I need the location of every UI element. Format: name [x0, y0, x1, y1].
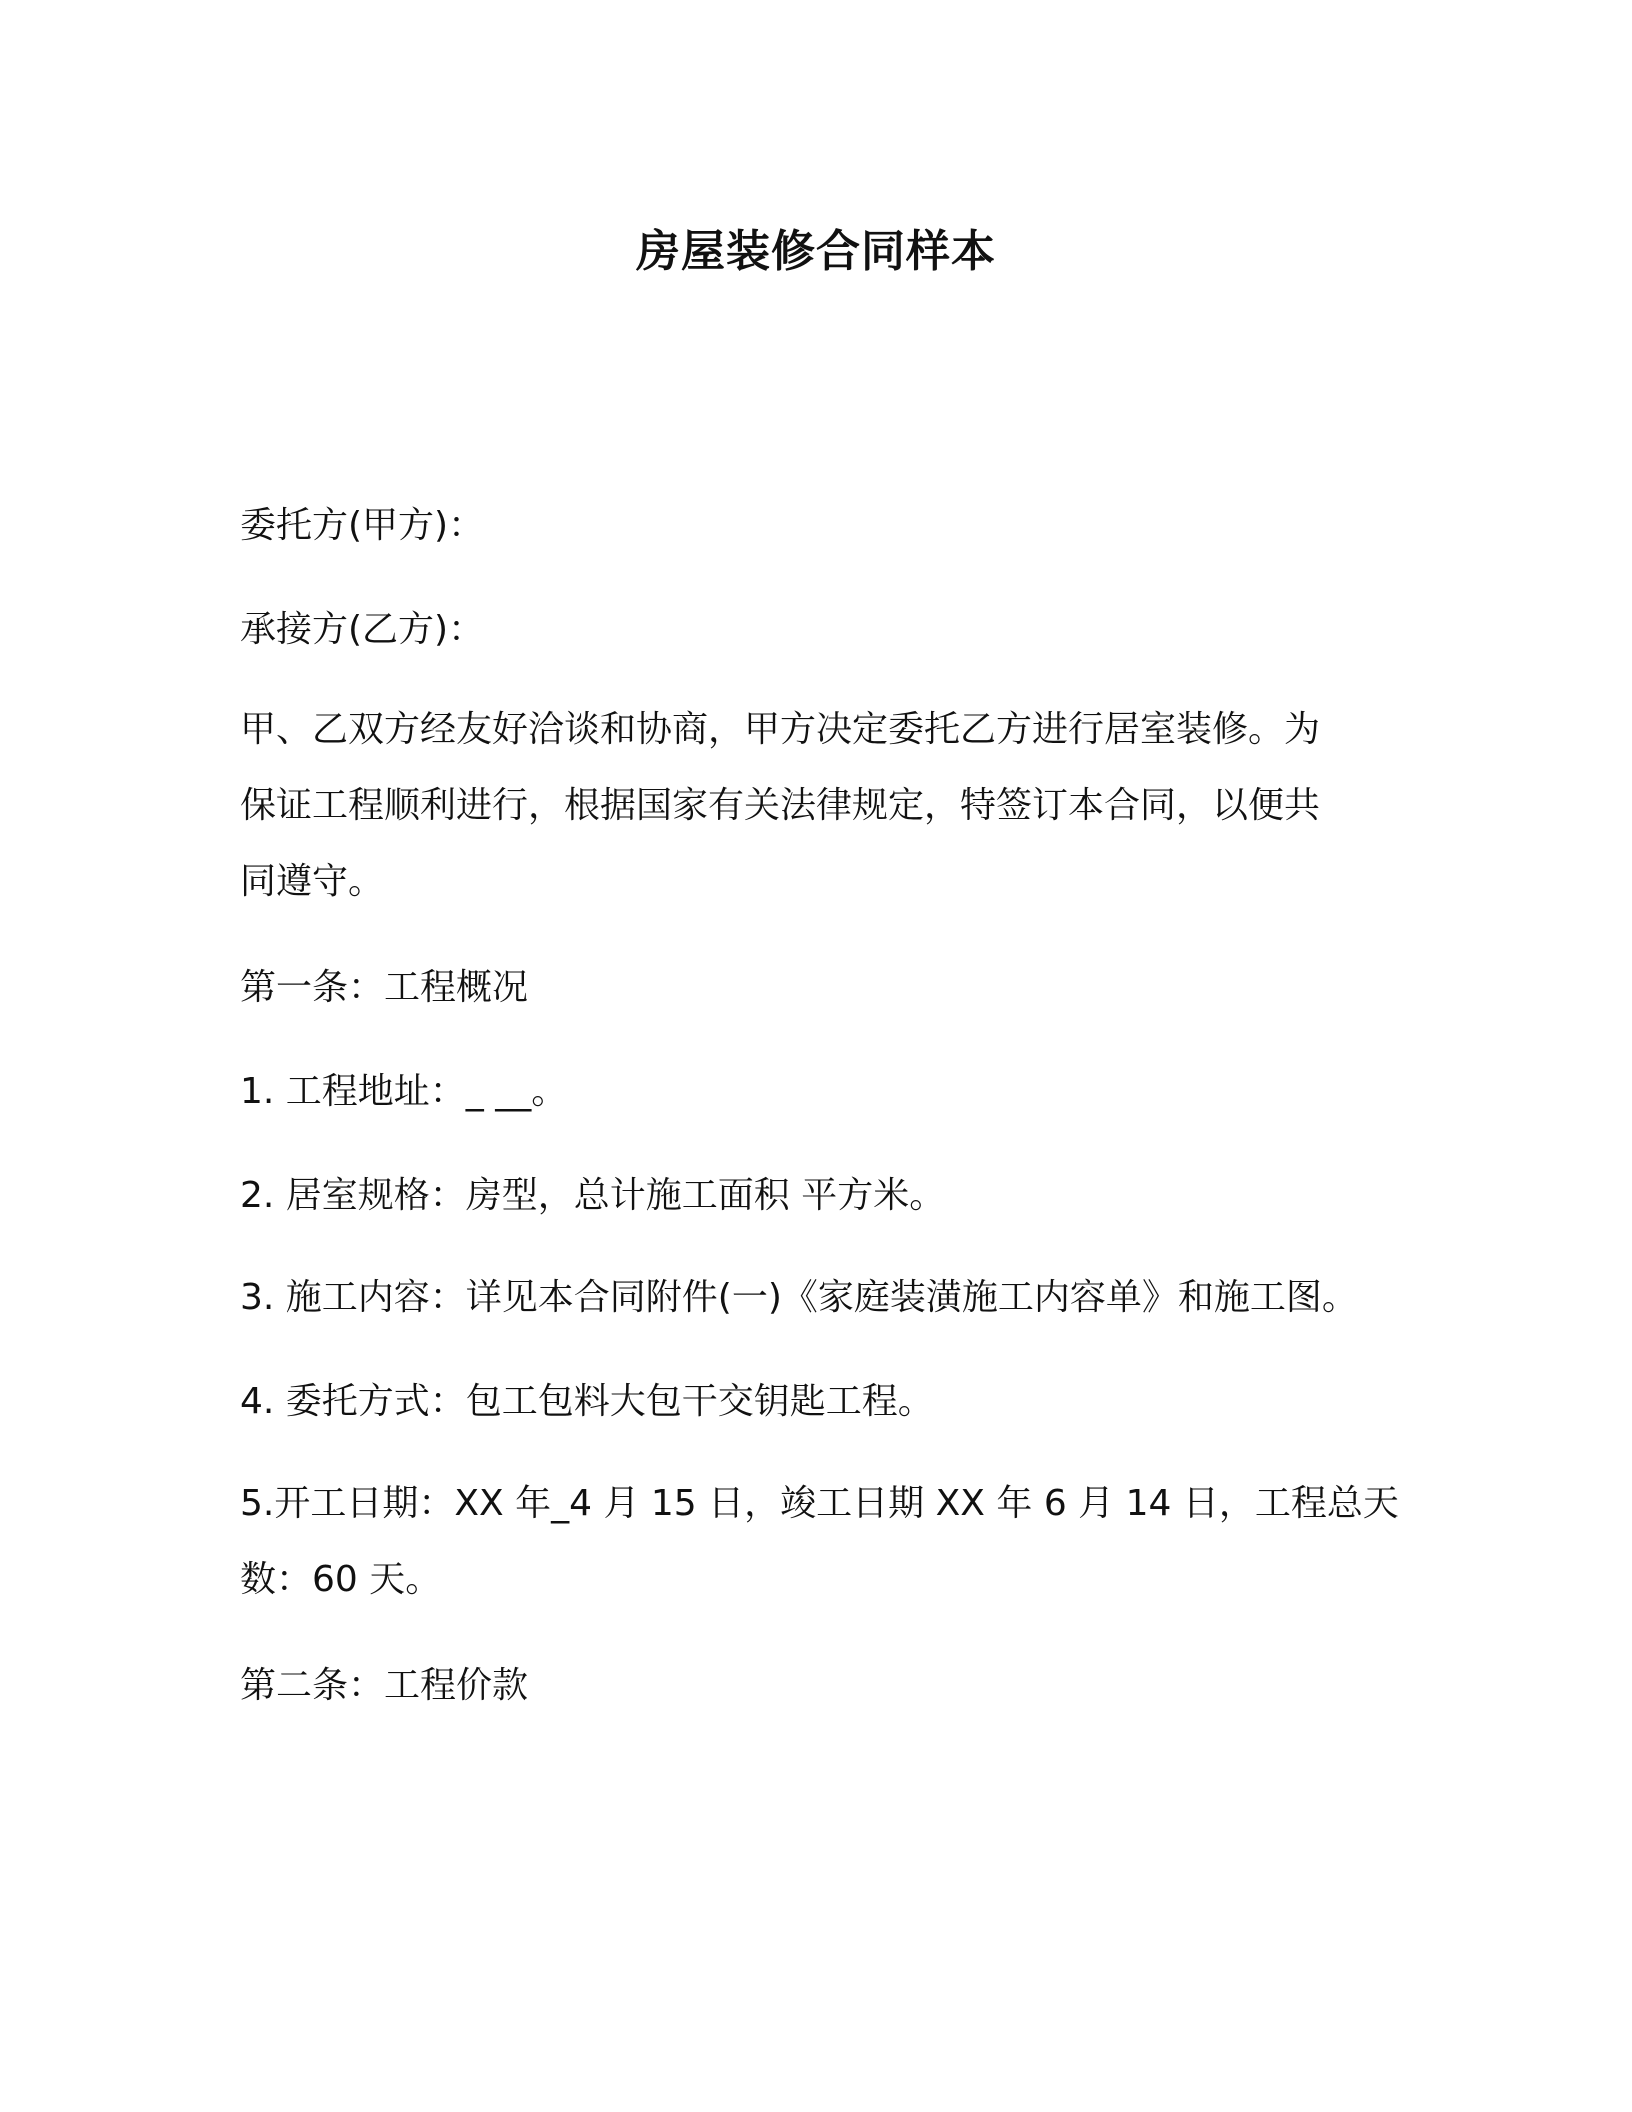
article-1-item-2: 2. 居室规格：房型，总计施工面积 平方米。 [240, 1175, 946, 1216]
article-1-item-5-line-2: 数：60 天。 [240, 1559, 442, 1600]
article-2-heading: 第二条：工程价款 [240, 1665, 529, 1706]
article-1-item-3: 3. 施工内容：详见本合同附件(一)《家庭装潢施工内容单》和施工图。 [240, 1277, 1358, 1318]
party-b-label: 承接方(乙方)： [240, 609, 485, 650]
article-1-heading: 第一条：工程概况 [240, 967, 529, 1008]
article-1-item-1: 1. 工程地址：_ __。 [240, 1071, 568, 1112]
article-1-item-4: 4. 委托方式：包工包料大包干交钥匙工程。 [240, 1381, 934, 1422]
party-a-label: 委托方(甲方)： [240, 505, 485, 546]
intro-line-1: 甲、乙双方经友好洽谈和协商，甲方决定委托乙方进行居室装修。为 [240, 709, 1321, 750]
document-title: 房屋装修合同样本 [636, 226, 996, 277]
intro-line-2: 保证工程顺利进行，根据国家有关法律规定，特签订本合同，以便共 [240, 785, 1321, 826]
intro-line-3: 同遵守。 [240, 861, 385, 902]
article-1-item-5-line-1: 5.开工日期：XX 年_4 月 15 日，竣工日期 XX 年 6 月 14 日，工程总天 [240, 1483, 1399, 1524]
